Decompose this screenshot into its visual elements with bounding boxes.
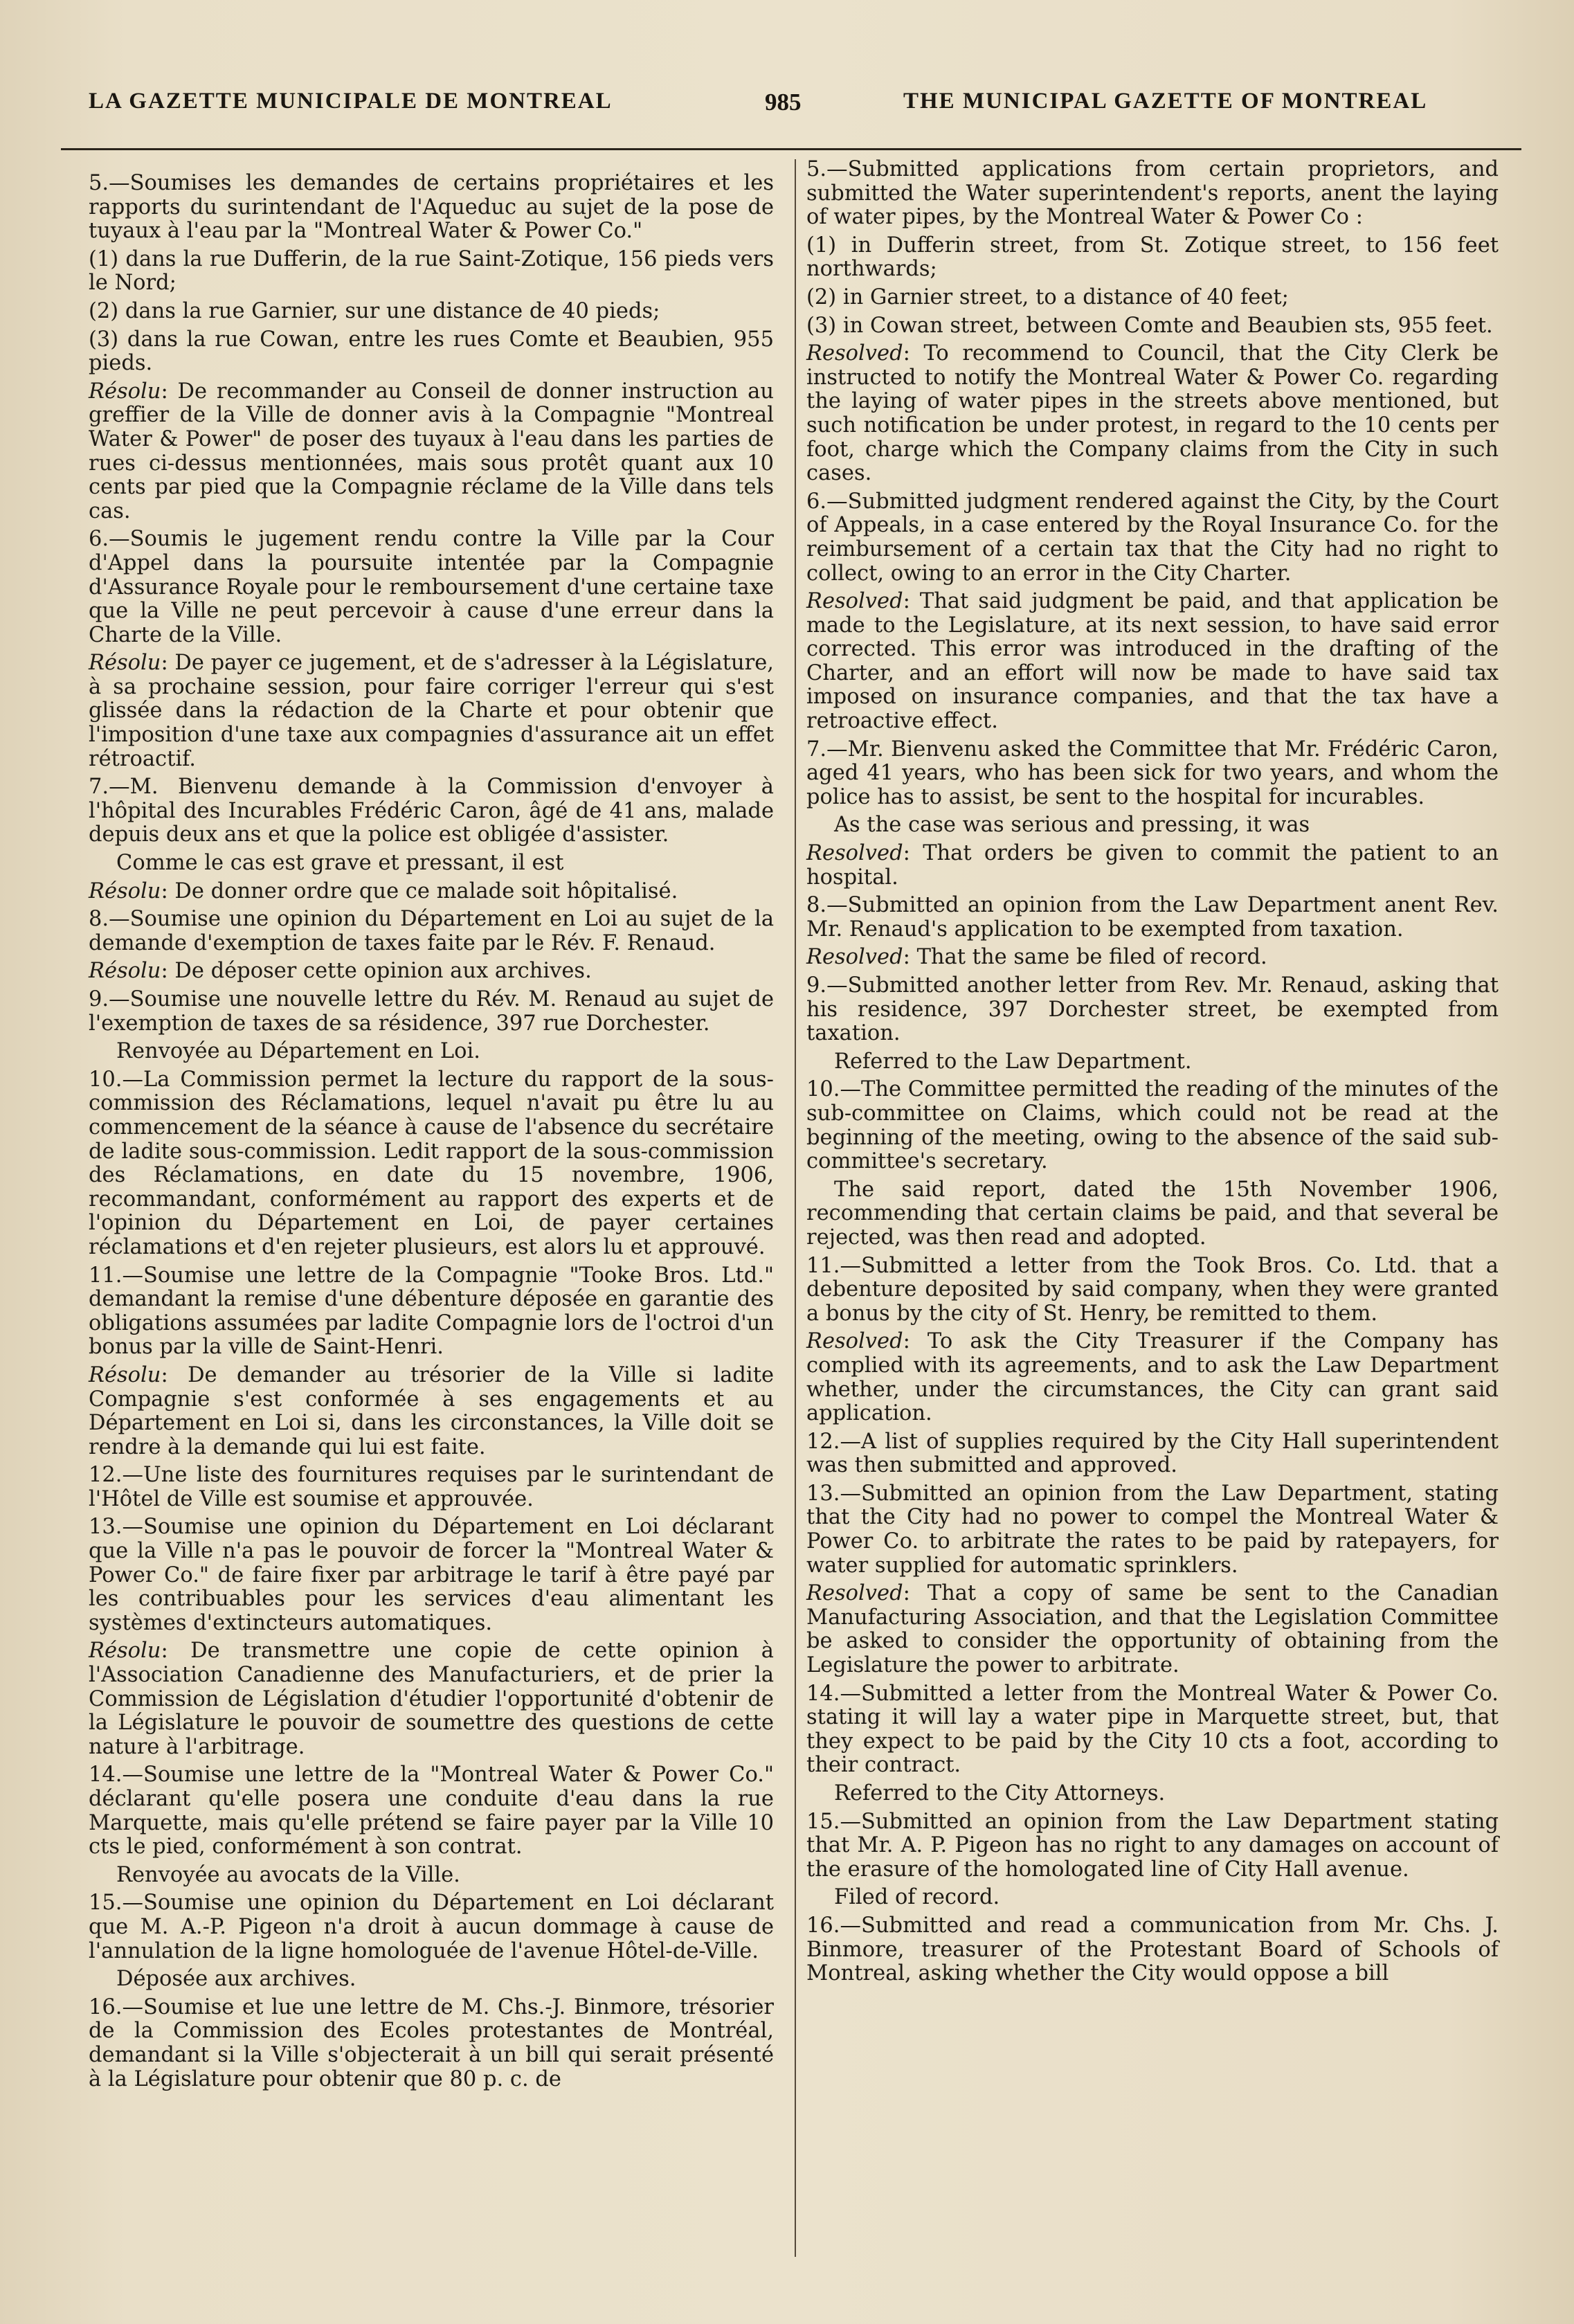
resolution-paragraph	[806, 946, 1499, 970]
minutes-paragraph	[806, 974, 1499, 1046]
minutes-paragraph	[806, 1254, 1499, 1326]
paragraph-text: : De transmettre une copie de cette opinion à l'Association Canadienne des Manufacturiers, et de prier la Commission de Législation d'étudier l'opportunité d'obtenir de la Législature le pouvoir de soumettre des questions de cette nature à l'arbitrage.	[89, 1639, 774, 1759]
column-divider	[795, 159, 796, 2257]
paragraph-text: As the case was serious and pressing, it was	[834, 813, 1310, 838]
paragraph-text: 7.—Mr. Bienvenu asked the Committee that Mr. Frédéric Caron, aged 41 years, who has been sick for two years, and whom the police has to assist, be sent to the hospital for incurables.	[806, 737, 1499, 809]
minutes-paragraph	[806, 1430, 1499, 1478]
resolution-label: Résolu	[89, 1362, 161, 1387]
paragraph-text: 7.—M. Bienvenu demande à la Commission d'envoyer à l'hôpital des Incurables Frédéric Caron, âgé de 41 ans, malade depuis deux ans et que la police est obligée d'assister.	[89, 775, 774, 847]
resolution-label: Résolu	[89, 379, 161, 404]
resolution-label: Résolu	[89, 1639, 161, 1664]
minutes-paragraph	[89, 852, 774, 876]
paragraph-text: (1) in Dufferin street, from St. Zotique street, to 156 feet northwards;	[806, 233, 1499, 282]
minutes-paragraph	[806, 1050, 1499, 1074]
minutes-paragraph	[89, 1515, 774, 1635]
minutes-paragraph	[89, 1864, 774, 1888]
minutes-paragraph	[89, 248, 774, 296]
paragraph-text: 16.—Soumise et lue une lettre de M. Chs.-J. Binmore, trésorier de la Commission des Ecoles protestantes de Montréal, demandant si la Ville s'objecterait à un bill qui serait présenté à la Législature pour obtenir que 80 p. c. de	[89, 1994, 774, 2091]
paragraph-text: 16.—Submitted and read a communication from Mr. Chs. J. Binmore, treasurer of the Protestant Board of Schools of Montreal, asking whether the City would oppose a bill	[806, 1913, 1499, 1986]
paragraph-text: : To recommend to Council, that the City Clerk be instructed to notify the Montreal Water & Power Co. regarding the laying of water pipes in the streets above mentioned, but such notification be under protest, in regard to the 10 cents per foot, charge which the Company claims from the City in such cases.	[806, 341, 1499, 486]
paragraph-text: 12.—A list of supplies required by the City Hall superintendent was then submitted and approved.	[806, 1429, 1499, 1478]
resolution-paragraph	[89, 960, 774, 984]
resolution-paragraph	[89, 651, 774, 771]
minutes-paragraph	[89, 1967, 774, 1992]
paragraph-text: 9.—Submitted another letter from Rev. Mr. Renaud, asking that his residence, 397 Dorchester street, be exempted from taxation.	[806, 973, 1499, 1046]
minutes-paragraph	[89, 1463, 774, 1511]
paragraph-text: Renvoyée au avocats de la Ville.	[116, 1862, 460, 1887]
paragraph-text: (3) in Cowan street, between Comte and Beaubien sts, 955 feet.	[806, 313, 1493, 338]
minutes-paragraph	[89, 528, 774, 647]
minutes-paragraph	[806, 1078, 1499, 1173]
resolution-label: Resolved	[806, 1581, 903, 1606]
paragraph-text: 8.—Submitted an opinion from the Law Department anent Rev. Mr. Renaud's application to be exempted from taxation.	[806, 893, 1499, 942]
minutes-paragraph	[89, 172, 774, 244]
paragraph-text: Filed of record.	[834, 1885, 1000, 1910]
resolution-paragraph	[89, 1364, 774, 1459]
resolution-paragraph	[806, 1582, 1499, 1677]
paragraph-text: 14.—Submitted a letter from the Montreal Water & Power Co. stating it will lay a water pipe in Marquette street, but, that they expect to be paid by the City 10 cts a foot, according to their contract.	[806, 1681, 1499, 1778]
paragraph-text: 11.—Submitted a letter from the Took Bros. Co. Ltd. that a debenture deposited by said company, when they were granted a bonus by the city of St. Henry, be remitted to them.	[806, 1253, 1499, 1326]
resolution-paragraph	[89, 380, 774, 524]
paragraph-text: (1) dans la rue Dufferin, de la rue Saint-Zotique, 156 pieds vers le Nord;	[89, 246, 774, 296]
minutes-paragraph	[806, 1482, 1499, 1578]
minutes-paragraph	[89, 1068, 774, 1260]
page-number: 985	[765, 89, 802, 116]
resolution-paragraph	[806, 590, 1499, 734]
paragraph-text: : That said judgment be paid, and that application be made to the Legislature, at its next session, to have said error corrected. This error was introduced in the drafting of the Charter, and an effort will now be made to have said tax imposed on insurance companies, and that the tax have a retroactive effect.	[806, 589, 1499, 734]
paragraph-text: : That a copy of same be sent to the Canadian Manufacturing Association, and that the Legislation Committee be asked to consider the opportunity of obtaining from the Legislature the power to arbitrate.	[806, 1581, 1499, 1678]
paragraph-text: 5.—Submitted applications from certain proprietors, and submitted the Water superintendent's reports, anent the laying of water pipes, by the Montreal Water & Power Co :	[806, 157, 1499, 230]
paragraph-text: Referred to the City Attorneys.	[834, 1781, 1166, 1805]
paragraph-text: 13.—Soumise une opinion du Département en Loi déclarant que la Ville n'a pas le pouvoir de forcer la "Montreal Water & Power Co." de faire fixer par arbitrage le tarif à être payé par les contribuables pour les services d'eau alimentant les systèmes d'extincteurs automatiques.	[89, 1515, 774, 1635]
paragraph-text: (3) dans la rue Cowan, entre les rues Comte et Beaubien, 955 pieds.	[89, 327, 774, 376]
paragraph-text: (2) in Garnier street, to a distance of 40 feet;	[806, 285, 1289, 309]
paragraph-text: : That the same be filed of record.	[903, 945, 1267, 970]
paragraph-text: : De demander au trésorier de la Ville si ladite Compagnie s'est conformée à ses engagements et au Département en Loi si, dans les circonstances, la Ville doit se rendre à la demande qui lui est faite.	[89, 1362, 774, 1459]
minutes-paragraph	[89, 1996, 774, 2091]
minutes-paragraph	[806, 1886, 1499, 1910]
paragraph-text: 13.—Submitted an opinion from the Law Department, stating that the City had no power to compel the Montreal Water & Power Co. to arbitrate the rates to be paid by ratepayers, for water supplied for automatic sprinklers.	[806, 1481, 1499, 1578]
paragraph-text: : De recommander au Conseil de donner instruction au greffier de la Ville de donner avis à la Compagnie "Montreal Water & Power" de poser des tuyaux à l'eau dans les parties de rues ci-dessus mentionnées, mais sous protêt quant aux 10 cents par pied que la Compagnie réclame de la Ville dans tels cas.	[89, 379, 774, 523]
minutes-paragraph	[806, 894, 1499, 942]
resolution-label: Résolu	[89, 651, 161, 676]
minutes-paragraph	[89, 1891, 774, 1963]
header-title-english: THE MUNICIPAL GAZETTE OF MONTREAL	[903, 89, 1428, 114]
minutes-paragraph	[806, 490, 1499, 586]
resolution-paragraph	[89, 880, 774, 904]
resolution-paragraph	[806, 1330, 1499, 1425]
paragraph-text: 9.—Soumise une nouvelle lettre du Rév. M. Renaud au sujet de l'exemption de taxes de sa résidence, 397 rue Dorchester.	[89, 987, 774, 1036]
paragraph-text: 11.—Soumise une lettre de la Compagnie "Tooke Bros. Ltd." demandant la remise d'une débenture déposée en garantie des obligations assumées par ladite Compagnie lors de l'octroi d'un bonus par la ville de Saint-Henri.	[89, 1263, 774, 1360]
minutes-paragraph	[806, 738, 1499, 810]
minutes-paragraph	[89, 1264, 774, 1360]
minutes-paragraph	[806, 1178, 1499, 1250]
minutes-paragraph	[806, 158, 1499, 230]
resolution-label: Resolved	[806, 945, 903, 970]
page-header	[0, 89, 1574, 130]
resolution-label: Resolved	[806, 1329, 903, 1354]
paragraph-text: Déposée aux archives.	[116, 1967, 356, 1992]
paragraph-text: : To ask the City Treasurer if the Company has complied with its agreements, and to ask the Law Department whether, under the circumstances, the City can grant said application.	[806, 1329, 1499, 1426]
minutes-paragraph	[89, 908, 774, 955]
resolution-paragraph	[806, 842, 1499, 890]
paragraph-text: Comme le cas est grave et pressant, il est	[116, 851, 564, 876]
paragraph-text: : That orders be given to commit the patient to an hospital.	[806, 841, 1499, 890]
minutes-paragraph	[89, 328, 774, 376]
minutes-paragraph	[806, 286, 1499, 310]
paragraph-text: 10.—The Committee permitted the reading of the minutes of the sub-committee on Claims, which could not be read at the beginning of the meeting, owing to the absence of the said sub-committee's secretary.	[806, 1077, 1499, 1174]
paragraph-text: 14.—Soumise une lettre de la "Montreal Water & Power Co." déclarant qu'elle posera une conduite d'eau dans la rue Marquette, mais qu'elle prétend se faire payer par la Ville 10 cts le pied, conformément à son contrat.	[89, 1763, 774, 1859]
paragraph-text: Referred to the Law Department.	[834, 1049, 1192, 1074]
header-title-french: LA GAZETTE MUNICIPALE DE MONTREAL	[89, 89, 613, 114]
paragraph-text: 5.—Soumises les demandes de certains propriétaires et les rapports du surintendant de l'Aqueduc au sujet de la pose de tuyaux à l'eau par la "Montreal Water & Power Co."	[89, 171, 774, 244]
resolution-paragraph	[89, 1639, 774, 1759]
minutes-paragraph	[806, 1810, 1499, 1882]
paragraph-text: Renvoyée au Département en Loi.	[116, 1039, 480, 1064]
minutes-paragraph	[806, 234, 1499, 282]
minutes-paragraph	[89, 988, 774, 1036]
paragraph-text: 10.—La Commission permet la lecture du rapport de la sous-commission des Réclamations, lequel n'avait pu être lu au commencement de la séance à cause de l'absence du secrétaire de ladite sous-commission. Ledit rapport de la sous-commission des Réclamations, en date du 15 novembre, 1906, recommandant, conformément au rapport des experts et de l'opinion du Département en Loi, de payer certaines réclamations et d'en rejeter plusieurs, est alors lu et approuvé.	[89, 1067, 774, 1259]
minutes-paragraph	[806, 813, 1499, 838]
paragraph-text: The said report, dated the 15th November 1906, recommending that certain claims be paid, and that several be rejected, was then read and adopted.	[806, 1177, 1499, 1250]
french-column	[89, 172, 774, 2096]
resolution-label: Résolu	[89, 879, 161, 903]
paragraph-text: 6.—Submitted judgment rendered against the City, by the Court of Appeals, in a case entered by the Royal Insurance Co. for the reimbursement of a certain tax that the City had no right to collect, owing to an error in the City Charter.	[806, 489, 1499, 586]
paragraph-text: : De déposer cette opinion aux archives.	[161, 959, 592, 984]
minutes-paragraph	[89, 300, 774, 324]
minutes-paragraph	[89, 775, 774, 847]
resolution-paragraph	[806, 342, 1499, 486]
header-rule	[61, 148, 1521, 150]
resolution-label: Résolu	[89, 959, 161, 984]
paragraph-text: (2) dans la rue Garnier, sur une distance de 40 pieds;	[89, 298, 660, 323]
minutes-paragraph	[806, 1782, 1499, 1806]
paragraph-text: 8.—Soumise une opinion du Département en Loi au sujet de la demande d'exemption de taxes faite par le Rév. F. Renaud.	[89, 907, 774, 955]
resolution-label: Resolved	[806, 589, 903, 614]
paragraph-text: : De donner ordre que ce malade soit hôpitalisé.	[161, 879, 678, 903]
paragraph-text: 15.—Soumise une opinion du Département en Loi déclarant que M. A.-P. Pigeon n'a droit à aucun dommage à cause de l'annulation de la ligne homologuée de l'avenue Hôtel-de-Ville.	[89, 1891, 774, 1963]
minutes-paragraph	[806, 1682, 1499, 1778]
paragraph-text: 6.—Soumis le jugement rendu contre la Ville par la Cour d'Appel dans la poursuite intentée par la Compagnie d'Assurance Royale pour le remboursement d'une certaine taxe que la Ville ne peut percevoir à cause d'une erreur dans la Charte de la Ville.	[89, 527, 774, 647]
paragraph-text: : De payer ce jugement, et de s'adresser à la Législature, à sa prochaine session, pour faire corriger l'erreur qui s'est glissée dans la rédaction de la Charte et pour obtenir que l'imposition d'une taxe aux compagnies d'assurance ait un effet rétroactif.	[89, 651, 774, 771]
paragraph-text: 15.—Submitted an opinion from the Law Department stating that Mr. A. P. Pigeon has no right to any damages on account of the erasure of the homologated line of City Hall avenue.	[806, 1809, 1499, 1882]
resolution-label: Resolved	[806, 841, 903, 866]
minutes-paragraph	[89, 1763, 774, 1859]
resolution-label: Resolved	[806, 341, 903, 366]
minutes-paragraph	[806, 314, 1499, 339]
english-column	[806, 158, 1499, 1990]
paragraph-text: 12.—Une liste des fournitures requises par le surintendant de l'Hôtel de Ville est soumise et approuvée.	[89, 1463, 774, 1511]
minutes-paragraph	[89, 1040, 774, 1064]
minutes-paragraph	[806, 1914, 1499, 1986]
